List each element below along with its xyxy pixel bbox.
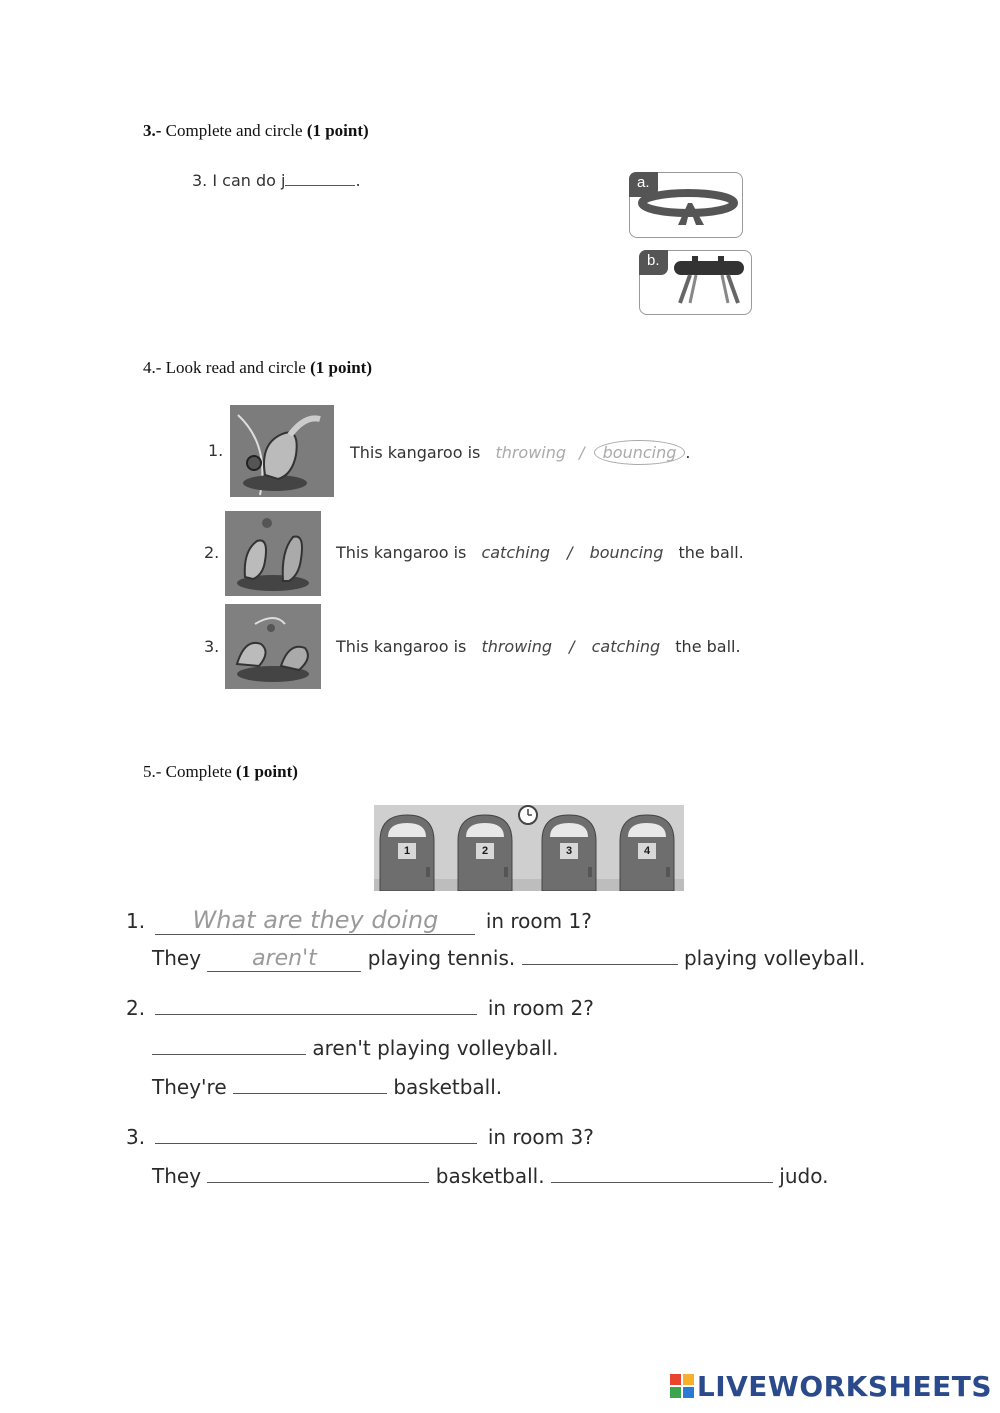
q3-line1: 3. in room 3? (126, 1125, 594, 1149)
liveworksheets-text: LIVEWORKSHEETS (696, 1370, 992, 1403)
section4-heading (143, 358, 372, 378)
q2-question-blank[interactable] (155, 996, 477, 1015)
item1-option-throwing[interactable]: throwing (495, 443, 567, 462)
section4-item-2-sentence: This kangaroo is catching / bouncing the ball. (336, 543, 744, 562)
room-number-2: 2 (476, 843, 494, 859)
q3-line2-blank-2[interactable] (551, 1164, 773, 1183)
section3-blank[interactable] (285, 171, 355, 186)
q3-line2: They basketball. judo. (152, 1164, 829, 1188)
section4-item-3-number: 3. (204, 637, 220, 656)
q1-line2-answer-field[interactable]: aren't (207, 946, 361, 972)
section4-points: (1 point) (310, 358, 372, 377)
section4-item-3-sentence: This kangaroo is throwing / catching the ball. (336, 637, 741, 656)
item2-option-bouncing[interactable]: bouncing (589, 543, 664, 562)
section3-item: 3. I can do j . (192, 171, 361, 190)
section4-item-1-sentence: This kangaroo is throwing / bouncing . (350, 440, 690, 465)
option-a-label: a. (629, 172, 658, 197)
section4-item-1-number: 1. (208, 441, 224, 460)
item2-option-catching[interactable]: catching (481, 543, 550, 562)
q3-question-blank[interactable] (155, 1125, 477, 1144)
q2-line2: aren't playing volleyball. (152, 1036, 558, 1060)
q2-line1: 2. in room 2? (126, 996, 594, 1020)
room-number-4: 4 (638, 843, 656, 859)
section5-number: 5.- (143, 762, 162, 781)
q1-answer-field[interactable]: What are they doing (155, 906, 475, 935)
section4-instruction: Look read and circle (165, 358, 306, 377)
kangaroo-photo-2 (225, 511, 321, 596)
kangaroo-icon (225, 511, 321, 596)
pommel-horse-icon (640, 251, 751, 314)
liveworksheets-icon (669, 1373, 695, 1399)
item1-option-bouncing[interactable]: bouncing (594, 440, 686, 465)
option-card-b[interactable] (639, 250, 752, 315)
section3-points: (1 point) (306, 121, 369, 140)
section5-instruction: Complete (165, 762, 232, 781)
item3-option-catching[interactable]: catching (591, 637, 661, 656)
belt-icon (630, 173, 742, 237)
kangaroo-photo-3 (225, 604, 321, 689)
q3-number: 3. (126, 1125, 146, 1149)
section4-number: 4.- (143, 358, 162, 377)
section4-item-2-number: 2. (204, 543, 220, 562)
room-number-3: 3 (560, 843, 578, 859)
kangaroo-photo-1 (230, 405, 334, 497)
room-number-1: 1 (398, 843, 416, 859)
kangaroo-icon (225, 604, 321, 689)
q2-line3-blank[interactable] (233, 1075, 387, 1094)
item3-option-throwing[interactable]: throwing (481, 637, 553, 656)
option-card-a[interactable] (629, 172, 743, 238)
section3-heading (143, 121, 369, 141)
section3-instruction: Complete and circle (165, 121, 303, 140)
q2-line3: They're basketball. (152, 1075, 503, 1099)
q1-line2-blank[interactable] (522, 946, 678, 965)
q2-number: 2. (126, 996, 146, 1020)
liveworksheets-logo[interactable] (669, 1370, 992, 1403)
q1-line2: They aren't playing tennis. playing volleyball. (152, 946, 866, 971)
q1-number: 1. (126, 909, 146, 933)
section5-points: (1 point) (236, 762, 298, 781)
q2-line2-blank[interactable] (152, 1036, 306, 1055)
q1-line1: 1. What are they doing in room 1? (126, 906, 592, 934)
section5-heading (143, 762, 298, 782)
section3-number: 3.- (143, 121, 162, 140)
rooms-illustration (374, 805, 684, 891)
q3-line2-blank-1[interactable] (207, 1164, 429, 1183)
kangaroo-icon (230, 405, 334, 497)
option-b-label: b. (639, 250, 668, 275)
